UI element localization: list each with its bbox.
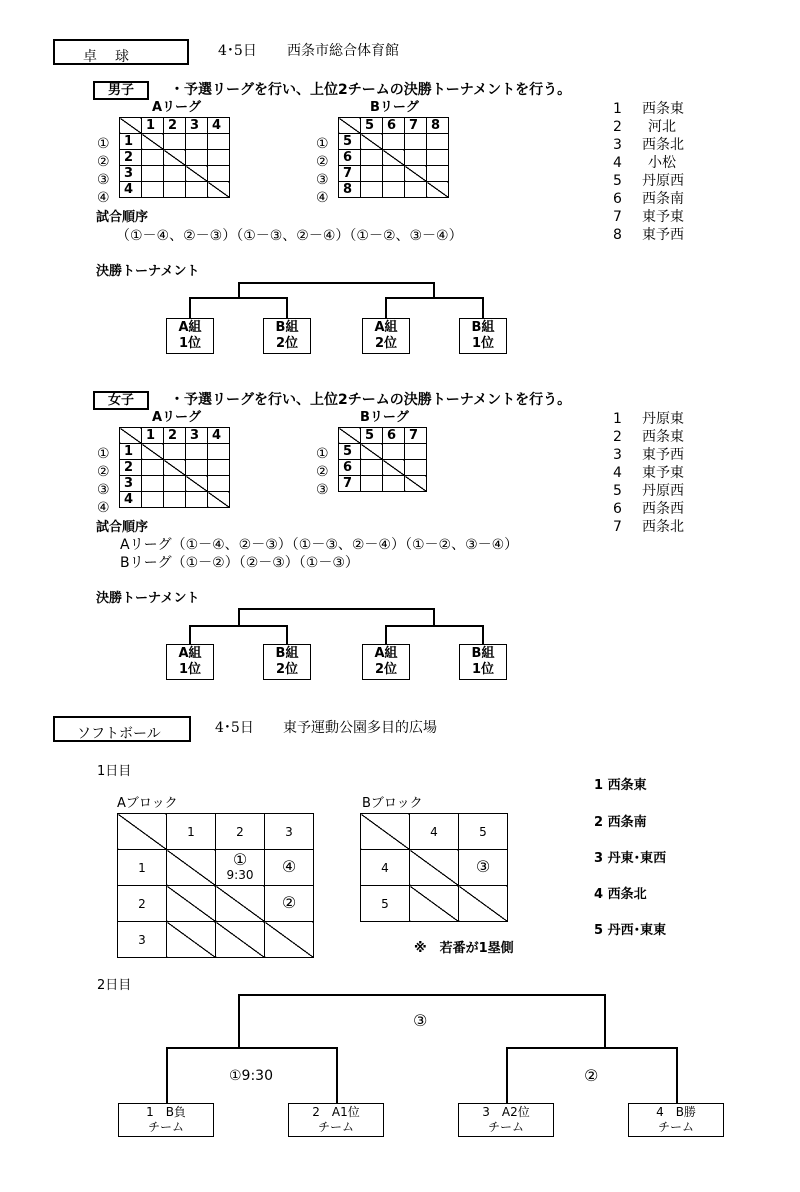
men-final-box <box>166 318 214 354</box>
block-b-table <box>360 813 508 922</box>
row-header: 7 <box>339 166 361 182</box>
row-header: 5 <box>339 444 361 460</box>
softball-day2: 2日目 <box>97 978 132 993</box>
final-top-match: ③ <box>413 1011 428 1030</box>
corner-cell <box>339 428 361 444</box>
block-b-title: Bブロック <box>362 796 423 811</box>
match-number: ③ <box>475 857 491 876</box>
women-a-row-mark: ② <box>97 464 110 480</box>
cell <box>383 444 405 460</box>
col-header: 7 <box>405 118 427 134</box>
box-line: B組 <box>471 646 495 661</box>
box-line: 1位 <box>178 336 202 351</box>
team-entry: 5 丹西･東東 <box>594 923 667 938</box>
team-number: 3 <box>613 447 622 463</box>
block-a-title: Aブロック <box>117 796 178 811</box>
row-header: 1 <box>120 134 142 150</box>
diag-cell <box>216 886 265 922</box>
team-number: 7 <box>613 209 622 225</box>
team-name: 東予東 <box>642 209 684 225</box>
cell <box>208 476 230 492</box>
men-final-box <box>459 318 507 354</box>
cell <box>208 444 230 460</box>
cell <box>186 460 208 476</box>
diag-cell <box>186 166 208 182</box>
box-line: 3 A2位 <box>482 1105 530 1119</box>
col-header: 2 <box>164 428 186 444</box>
team-number: 2 <box>613 429 622 445</box>
bracket-line <box>238 994 240 1048</box>
women-label: 女子 <box>93 391 149 410</box>
diag-cell <box>361 134 383 150</box>
cell <box>361 476 383 492</box>
men-a-row-mark: ④ <box>97 190 110 206</box>
match-cell <box>216 850 265 886</box>
women-order-b: Bリーグ（①－②）（②－③）（①－③） <box>120 555 359 571</box>
bracket-line <box>676 1047 678 1103</box>
final-right-match: ② <box>584 1066 599 1085</box>
cell <box>164 444 186 460</box>
women-order-a: Aリーグ（①－④、②－③）（①－③、②－④）（①－②、③－④） <box>120 537 519 553</box>
row-header: 3 <box>118 922 167 958</box>
cell <box>405 134 427 150</box>
team-name: 小松 <box>648 155 676 171</box>
softball-day1: 1日目 <box>97 764 132 779</box>
box-line: B組 <box>471 320 495 335</box>
corner-cell <box>120 118 142 134</box>
box-line: 4 B勝 <box>656 1105 696 1119</box>
team-number: 8 <box>613 227 622 243</box>
row-header: 4 <box>120 492 142 508</box>
women-league-b-table <box>338 427 427 492</box>
women-a-row-mark: ④ <box>97 500 110 516</box>
men-league-a-title: Aリーグ <box>152 100 202 115</box>
corner-cell <box>339 118 361 134</box>
team-name: 東予西 <box>642 227 684 243</box>
cell <box>427 150 449 166</box>
diag-cell <box>208 492 230 508</box>
col-header: 2 <box>216 814 265 850</box>
cell <box>361 150 383 166</box>
cell <box>164 134 186 150</box>
row-header: 2 <box>120 150 142 166</box>
softball-header-label: ソフトボール <box>77 726 161 742</box>
softball-venue: 東予運動公園多目的広場 <box>283 720 437 736</box>
cell <box>427 166 449 182</box>
diag-cell <box>167 850 216 886</box>
col-header: 6 <box>383 428 405 444</box>
team-name: 丹原西 <box>642 173 684 189</box>
box-line: 2位 <box>374 662 398 677</box>
cell <box>361 460 383 476</box>
col-header: 4 <box>410 814 459 850</box>
cell <box>383 134 405 150</box>
men-league-a-table <box>119 117 230 198</box>
bracket-line <box>286 297 288 318</box>
team-number: 1 <box>613 101 622 117</box>
cell <box>164 492 186 508</box>
cell <box>383 166 405 182</box>
cell <box>142 460 164 476</box>
row-header: 4 <box>120 182 142 198</box>
box-line: A組 <box>374 646 398 661</box>
corner-cell <box>118 814 167 850</box>
diag-cell <box>186 476 208 492</box>
box-line: B組 <box>275 320 299 335</box>
box-line: B組 <box>275 646 299 661</box>
cell <box>186 492 208 508</box>
cell <box>208 150 230 166</box>
women-b-row-mark: ② <box>316 464 329 480</box>
diag-cell <box>164 460 186 476</box>
bracket-line <box>482 297 484 318</box>
women-final-box <box>362 644 410 680</box>
men-final-box <box>263 318 311 354</box>
cell <box>383 476 405 492</box>
block-a-table <box>117 813 314 958</box>
women-order-title: 試合順序 <box>96 520 149 535</box>
women-final-box <box>459 644 507 680</box>
col-header: 5 <box>361 118 383 134</box>
cell <box>164 182 186 198</box>
team-name: 丹原西 <box>642 483 684 499</box>
team-number: 4 <box>613 465 622 481</box>
team-number: 5 <box>613 173 622 189</box>
cell <box>361 182 383 198</box>
women-description: ・予選リーグを行い、上位2チームの決勝トーナメントを行う。 <box>170 392 572 408</box>
table-tennis-venue: 西条市総合体育館 <box>287 43 399 59</box>
row-header: 7 <box>339 476 361 492</box>
team-number: 3 <box>613 137 622 153</box>
col-header: 5 <box>361 428 383 444</box>
softball-final-box <box>118 1103 214 1137</box>
bracket-line <box>189 297 287 299</box>
match-time: 9:30 <box>226 868 254 882</box>
match-cell <box>265 850 314 886</box>
diag-cell <box>410 886 459 922</box>
col-header: 6 <box>383 118 405 134</box>
box-line: チーム <box>317 1120 354 1134</box>
bracket-line <box>433 282 435 298</box>
men-b-row-mark: ② <box>316 154 329 170</box>
women-a-row-mark: ③ <box>97 482 110 498</box>
cell <box>405 150 427 166</box>
bracket-line <box>385 297 387 318</box>
team-name: 西条東 <box>642 429 684 445</box>
men-a-row-mark: ② <box>97 154 110 170</box>
row-header: 6 <box>339 150 361 166</box>
match-number: ① <box>232 850 248 869</box>
men-league-b-table <box>338 117 449 198</box>
diag-cell <box>167 886 216 922</box>
table-tennis-date: 4･5日 <box>218 43 257 59</box>
bracket-line <box>238 608 240 626</box>
bracket-line <box>506 1047 508 1103</box>
cell <box>142 182 164 198</box>
women-b-row-mark: ① <box>316 446 329 462</box>
men-b-row-mark: ① <box>316 136 329 152</box>
corner-cell <box>120 428 142 444</box>
men-a-row-mark: ③ <box>97 172 110 188</box>
cell <box>164 166 186 182</box>
softball-note: ※ 若番が1塁側 <box>414 941 514 956</box>
diag-cell <box>208 182 230 198</box>
box-line: チーム <box>657 1120 694 1134</box>
diag-cell <box>361 444 383 460</box>
women-final-box <box>166 644 214 680</box>
match-number: ④ <box>281 857 297 876</box>
col-header: 8 <box>427 118 449 134</box>
cell <box>186 134 208 150</box>
diag-cell <box>142 134 164 150</box>
bracket-line <box>189 297 191 318</box>
diag-cell <box>405 166 427 182</box>
match-cell <box>459 850 508 886</box>
men-a-row-mark: ① <box>97 136 110 152</box>
team-name: 河北 <box>648 119 676 135</box>
team-entry: 2 西条南 <box>594 815 647 830</box>
team-name: 東予西 <box>642 447 684 463</box>
match-number: ② <box>281 893 297 912</box>
men-final-title: 決勝トーナメント <box>96 264 200 279</box>
bracket-line <box>189 625 287 627</box>
final-left-match: ①9:30 <box>229 1068 273 1084</box>
row-header: 1 <box>120 444 142 460</box>
row-header: 2 <box>120 460 142 476</box>
box-line: 2位 <box>275 662 299 677</box>
col-header: 5 <box>459 814 508 850</box>
team-name: 西条北 <box>642 519 684 535</box>
team-number: 6 <box>613 191 622 207</box>
team-name: 西条西 <box>642 501 684 517</box>
women-a-row-mark: ① <box>97 446 110 462</box>
col-header: 1 <box>142 428 164 444</box>
box-line: 1 B負 <box>146 1105 186 1119</box>
box-line: A組 <box>178 320 202 335</box>
table-tennis-header-box <box>53 39 189 65</box>
box-line: 1位 <box>178 662 202 677</box>
diag-cell <box>383 150 405 166</box>
cell <box>142 476 164 492</box>
cell <box>383 182 405 198</box>
col-header: 1 <box>142 118 164 134</box>
cell <box>142 166 164 182</box>
box-line: A組 <box>374 320 398 335</box>
col-header: 7 <box>405 428 427 444</box>
diag-cell <box>427 182 449 198</box>
men-league-b-title: Bリーグ <box>370 100 419 115</box>
diag-cell <box>142 444 164 460</box>
col-header: 4 <box>208 428 230 444</box>
bracket-line <box>286 625 288 645</box>
team-entry: 4 西条北 <box>594 887 647 902</box>
col-header: 3 <box>186 428 208 444</box>
bracket-line <box>166 1047 168 1103</box>
bracket-line <box>604 994 606 1048</box>
diag-cell <box>459 886 508 922</box>
row-header: 5 <box>339 134 361 150</box>
bracket-line <box>482 625 484 645</box>
bracket-line <box>189 625 191 645</box>
softball-final-box <box>458 1103 554 1137</box>
col-header: 1 <box>167 814 216 850</box>
match-cell <box>265 886 314 922</box>
table-tennis-header-label: 卓 球 <box>83 49 131 65</box>
box-line: 2位 <box>374 336 398 351</box>
women-league-a-title: Aリーグ <box>152 410 202 425</box>
box-line: チーム <box>487 1120 524 1134</box>
bracket-line <box>238 608 434 610</box>
cell <box>142 492 164 508</box>
bracket-line <box>385 625 387 645</box>
women-final-title: 決勝トーナメント <box>96 591 200 606</box>
team-number: 4 <box>613 155 622 171</box>
bracket-line <box>336 1047 338 1103</box>
team-entry: 1 西条東 <box>594 778 647 793</box>
box-line: 2 A1位 <box>312 1105 360 1119</box>
team-number: 6 <box>613 501 622 517</box>
cell <box>208 460 230 476</box>
cell <box>186 182 208 198</box>
men-label: 男子 <box>93 81 149 100</box>
cell <box>427 134 449 150</box>
team-name: 西条南 <box>642 191 684 207</box>
bracket-line <box>166 1047 337 1049</box>
men-order-title: 試合順序 <box>96 210 149 225</box>
team-number: 5 <box>613 483 622 499</box>
cell <box>164 476 186 492</box>
diag-cell <box>383 460 405 476</box>
team-entry: 3 丹東･東西 <box>594 851 667 866</box>
men-order: （①－④、②－③）（①－③、②－④）（①－②、③－④） <box>116 228 463 244</box>
row-header: 6 <box>339 460 361 476</box>
cell <box>405 460 427 476</box>
col-header: 4 <box>208 118 230 134</box>
softball-final-box <box>288 1103 384 1137</box>
row-header: 4 <box>361 850 410 886</box>
cell <box>186 444 208 460</box>
diag-cell <box>405 476 427 492</box>
softball-header-box <box>53 716 191 742</box>
team-number: 1 <box>613 411 622 427</box>
col-header: 3 <box>265 814 314 850</box>
bracket-line <box>433 608 435 626</box>
row-header: 8 <box>339 182 361 198</box>
softball-final-box <box>628 1103 724 1137</box>
team-name: 東予東 <box>642 465 684 481</box>
col-header: 2 <box>164 118 186 134</box>
bracket-line <box>238 282 434 284</box>
cell <box>142 150 164 166</box>
cell <box>361 166 383 182</box>
box-line: 2位 <box>275 336 299 351</box>
men-b-row-mark: ③ <box>316 172 329 188</box>
cell <box>208 166 230 182</box>
bracket-line <box>238 994 605 996</box>
diag-cell <box>265 922 314 958</box>
cell <box>208 134 230 150</box>
cell <box>405 182 427 198</box>
team-name: 丹原東 <box>642 411 684 427</box>
diag-cell <box>167 922 216 958</box>
team-name: 西条東 <box>642 101 684 117</box>
women-final-box <box>263 644 311 680</box>
row-header: 1 <box>118 850 167 886</box>
men-b-row-mark: ④ <box>316 190 329 206</box>
col-header: 3 <box>186 118 208 134</box>
box-line: 1位 <box>471 336 495 351</box>
corner-cell <box>361 814 410 850</box>
diag-cell <box>410 850 459 886</box>
row-header: 3 <box>120 166 142 182</box>
box-line: 1位 <box>471 662 495 677</box>
bracket-line <box>506 1047 677 1049</box>
bracket-line <box>385 625 483 627</box>
team-number: 2 <box>613 119 622 135</box>
cell <box>405 444 427 460</box>
men-description: ・予選リーグを行い、上位2チームの決勝トーナメントを行う。 <box>170 82 572 98</box>
row-header: 2 <box>118 886 167 922</box>
women-league-b-title: Bリーグ <box>360 410 409 425</box>
box-line: A組 <box>178 646 202 661</box>
bracket-line <box>238 282 240 298</box>
bracket-line <box>385 297 483 299</box>
diag-cell <box>216 922 265 958</box>
row-header: 5 <box>361 886 410 922</box>
softball-date: 4･5日 <box>215 720 254 736</box>
box-line: チーム <box>147 1120 184 1134</box>
team-name: 西条北 <box>642 137 684 153</box>
row-header: 3 <box>120 476 142 492</box>
team-number: 7 <box>613 519 622 535</box>
cell <box>186 150 208 166</box>
men-final-box <box>362 318 410 354</box>
women-league-a-table <box>119 427 230 508</box>
diag-cell <box>164 150 186 166</box>
women-b-row-mark: ③ <box>316 482 329 498</box>
